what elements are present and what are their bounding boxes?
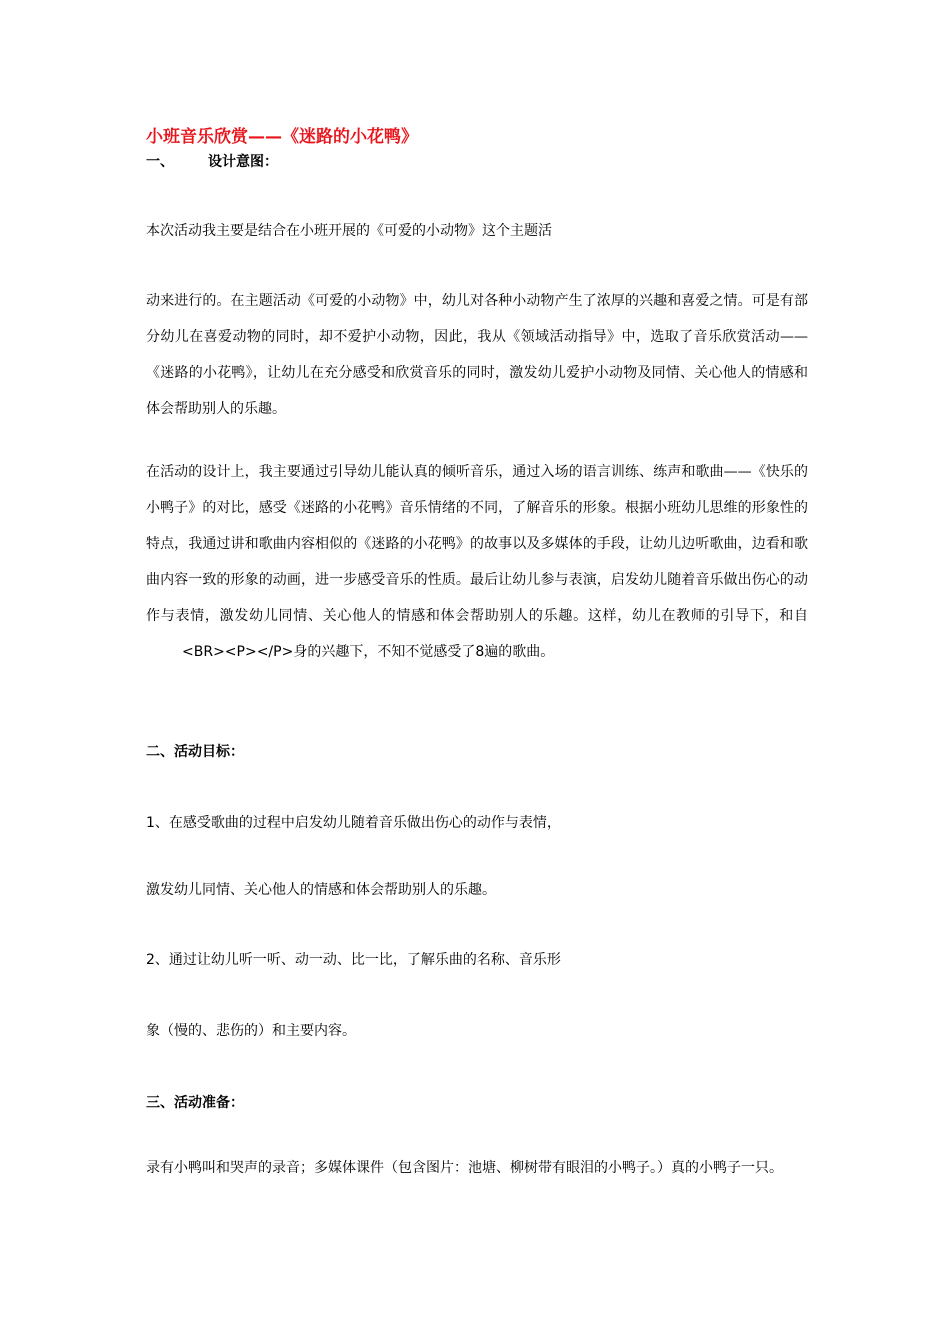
section-heading-design-intent [146,152,278,172]
document-title: 小班音乐欣赏——《迷路的小花鸭》 [146,127,418,147]
section-heading-goals: 二、活动目标： [146,744,244,760]
goal-item-2 [146,950,561,970]
section-number: 一、 [146,154,174,170]
paragraph-design-intent: 动来进行的。在主题活动《可爱的小动物》中，幼儿对各种小动物产生了浓厚的兴趣和喜爱之情。可是有部分幼儿在喜爱动物的同时，却不爱护小动物，因此，我从《领域活动指导》中，选取了音乐欣赏活动——《迷路的小花鸭》，让幼儿在充分感受和欣赏音乐的同时，激发幼儿爱护小动物及同情、关心他人的情感和体会帮助别人的乐趣。 [146,293,808,417]
paragraph-text: 遍的歌曲。 [484,644,555,660]
goal-number: 1 [146,815,155,831]
section-title: 设计意图： [208,154,278,170]
goal-text: 、在感受歌曲的过程中启发幼儿随着音乐做出伤心的动作与表情， [154,815,561,831]
goal-item-1 [146,813,561,833]
paragraph-number: 8 [475,644,485,660]
paragraph-preparation: 录有小鸭叫和哭声的录音；多媒体课件（包含图片：池塘、柳树带有眼泪的小鸭子。）真的小鸭子一只。 [146,1160,783,1176]
stray-html-tag-text: <BR><P></P> [182,644,294,660]
goal-item-2-continued: 象（慢的、悲伤的）和主要内容。 [146,1023,356,1039]
goal-number: 2 [146,952,155,968]
paragraph-text: 身的兴趣下，不知不觉感受了 [293,644,476,660]
section-heading-preparation: 三、活动准备： [146,1095,244,1111]
paragraph-activity-design [146,454,808,670]
paragraph-line: 本次活动我主要是结合在小班开展的《可爱的小动物》这个主题活 [146,223,552,239]
goal-item-1-continued: 激发幼儿同情、关心他人的情感和体会帮助别人的乐趣。 [146,882,496,898]
paragraph-text: 在活动的设计上，我主要通过引导幼儿能认真的倾听音乐，通过入场的语言训练、练声和歌曲——《快乐的小鸭子》的对比，感受《迷路的小花鸭》音乐情绪的不同，了解音乐的形象。根据小班幼儿思维的形象性的特点，我通过讲和歌曲内容相似的《迷路的小花鸭》的故事以及多媒体的手段，让幼儿边听歌曲，边看和歌曲内容一致的形象的动画，进一步感受音乐的性质。最后让幼儿参与表演，启发幼儿随着音乐做出伤心的动作与表情，激发幼儿同情、关心他人的情感和体会帮助别人的乐趣。这样，幼儿在教师的引导下，和自 [146,464,808,624]
goal-text: 、通过让幼儿听一听、动一动、比一比，了解乐曲的名称、音乐形 [154,952,561,968]
